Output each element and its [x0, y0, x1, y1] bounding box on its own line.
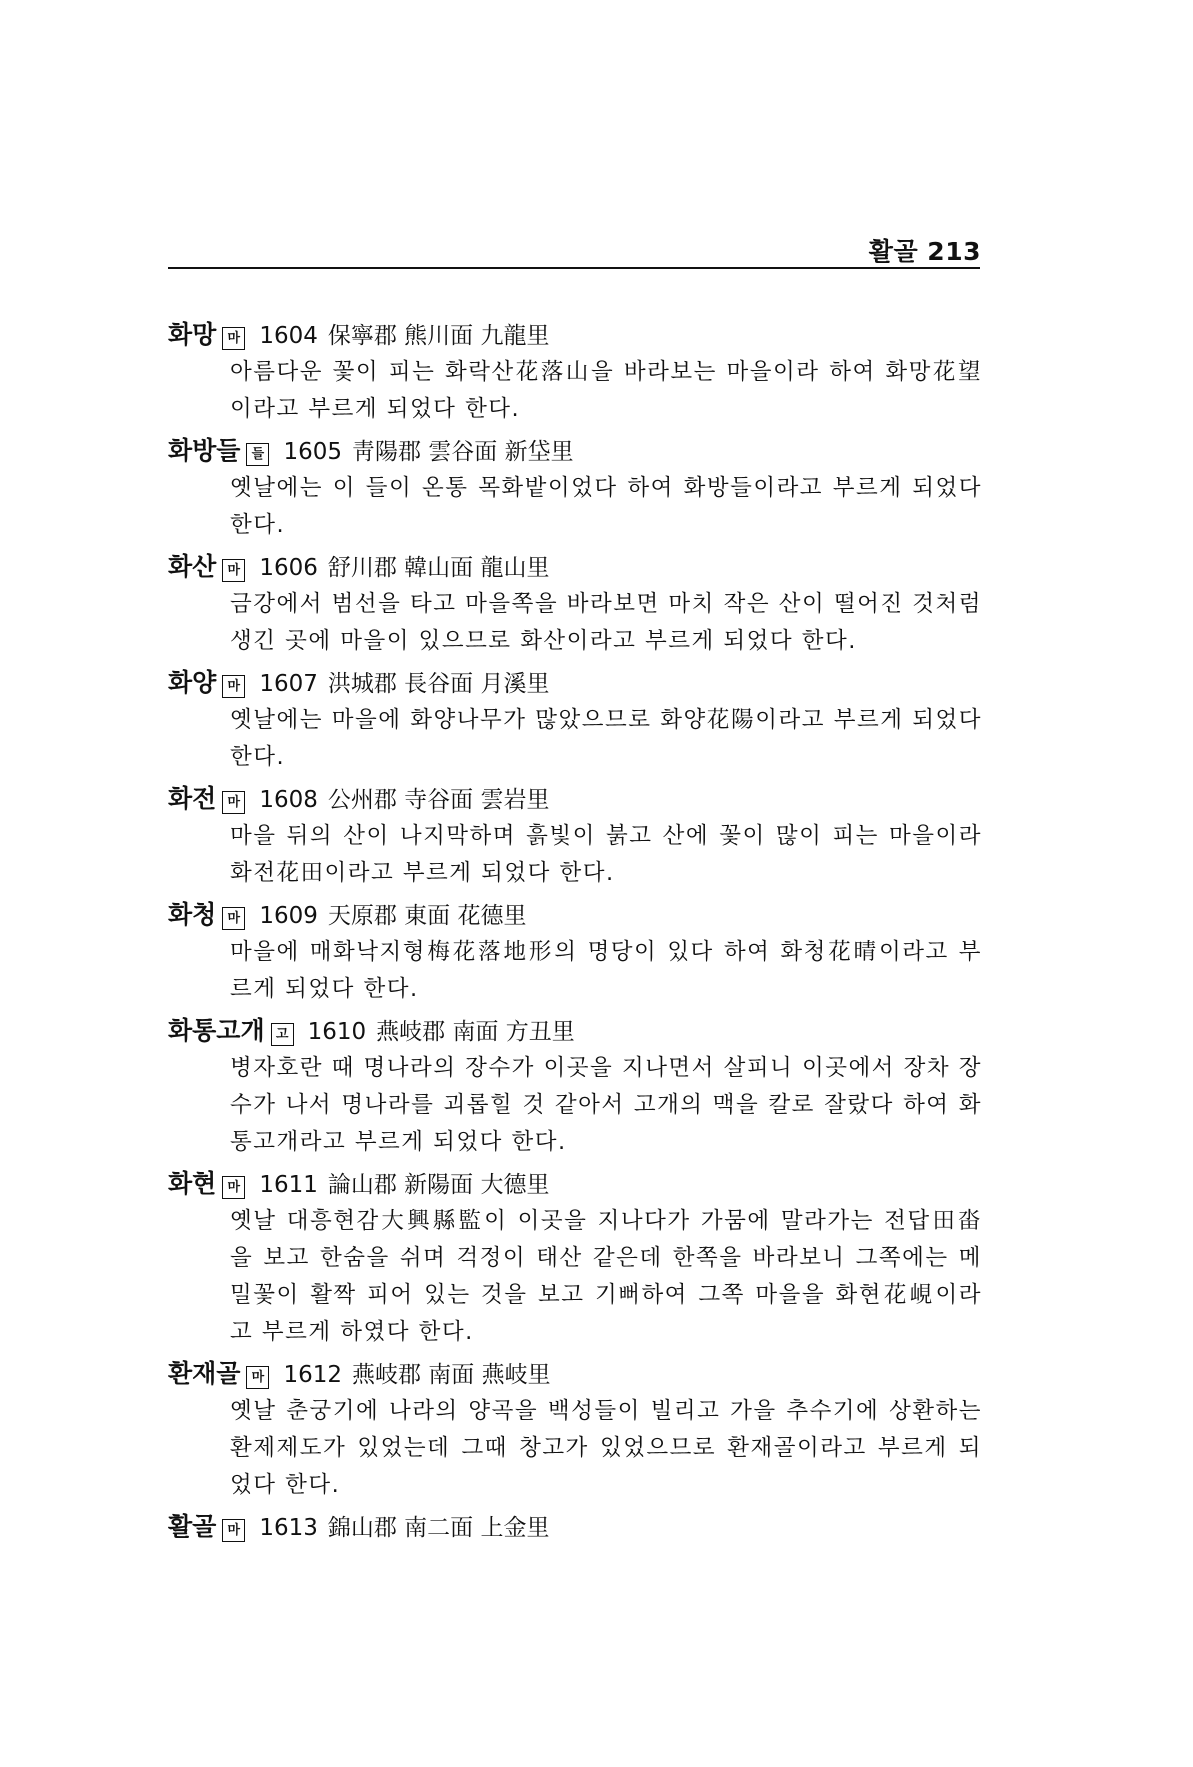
entry-location: 燕岐郡 南面 燕岐里: [352, 1362, 551, 1388]
entry-head: [168, 780, 998, 818]
entry-term: 화양: [168, 668, 217, 697]
entry-location: 公州郡 寺谷面 雲岩里: [327, 787, 550, 813]
entry-term: 화산: [168, 552, 217, 581]
entry-number: 1610: [307, 1019, 367, 1045]
entry-type-mark: 마: [222, 1176, 245, 1199]
entry-location: 論山郡 新陽面 大德里: [327, 1172, 550, 1198]
entry-location: 天原郡 東面 花德里: [327, 903, 527, 929]
entry-number: 1606: [259, 555, 318, 581]
entry-number: 1611: [259, 1172, 318, 1198]
entry-location: 燕岐郡 南面 方丑里: [376, 1019, 575, 1045]
entry: [168, 432, 998, 544]
entry-head: [168, 316, 998, 354]
entry-location: 洪城郡 長谷面 月溪里: [327, 671, 550, 697]
entry-type-mark: 마: [222, 675, 245, 698]
header-rule: [168, 267, 980, 269]
entry-head: [168, 664, 998, 702]
entry-head: [168, 548, 998, 586]
entry: [168, 1355, 998, 1504]
entry-location: 錦山郡 南二面 上金里: [327, 1515, 550, 1541]
entry-number: 1604: [259, 323, 318, 349]
entry-head: [168, 1165, 998, 1203]
entry-head: [168, 432, 998, 470]
entry-head: [168, 896, 998, 934]
entry-type-mark: 들: [246, 443, 269, 466]
entry-type-mark: 마: [222, 1519, 245, 1542]
entry-description: 아름다운 꽃이 피는 화락산花落山을 바라보는 마을이라 하여 화망花望이라고 부르게 되었다 한다.: [230, 359, 982, 422]
entry-description: 병자호란 때 명나라의 장수가 이곳을 지나면서 살피니 이곳에서 장차 장수가 나서 명나라를 괴롭힐 것 같아서 고개의 맥을 칼로 잘랐다 하여 화통고개라고 부르게 되었다 한다.: [230, 1055, 982, 1155]
entry-head: [168, 1508, 998, 1546]
entry-description: 옛날에는 이 들이 온통 목화밭이었다 하여 화방들이라고 부르게 되었다 한다.: [230, 475, 982, 538]
entry-list: [168, 316, 998, 1550]
entry: [168, 780, 998, 892]
entry-term: 화통고개: [168, 1016, 265, 1045]
entry-term: 화현: [168, 1169, 217, 1198]
entry-number: 1605: [283, 439, 342, 465]
entry-location: 保寧郡 熊川面 九龍里: [327, 323, 550, 349]
entry-description: 마을에 매화낙지형梅花落地形의 명당이 있다 하여 화청花晴이라고 부르게 되었다 한다.: [230, 939, 982, 1002]
entry-number: 1607: [259, 671, 318, 697]
entry-description: 금강에서 범선을 타고 마을쪽을 바라보면 마치 작은 산이 떨어진 것처럼 생긴 곳에 마을이 있으므로 화산이라고 부르게 되었다 한다.: [230, 591, 982, 654]
entry-term: 활골: [168, 1512, 217, 1541]
entry-number: 1613: [259, 1515, 318, 1541]
entry-number: 1609: [259, 903, 318, 929]
entry-type-mark: 마: [222, 559, 245, 582]
entry-number: 1612: [283, 1362, 342, 1388]
entry: [168, 548, 998, 660]
entry: [168, 1508, 998, 1546]
entry-number: 1608: [259, 787, 318, 813]
entry-location: 舒川郡 韓山面 龍山里: [327, 555, 550, 581]
entry-term: 화방들: [168, 436, 241, 465]
entry: [168, 896, 998, 1008]
entry-type-mark: 마: [222, 791, 245, 814]
entry: [168, 1012, 998, 1161]
entry: [168, 316, 998, 428]
running-head: 활골 213: [868, 237, 981, 266]
entry-type-mark: 마: [246, 1366, 269, 1389]
entry-term: 화청: [168, 900, 217, 929]
entry-term: 화전: [168, 784, 217, 813]
entry-type-mark: 고: [271, 1023, 294, 1046]
entry-description: 옛날 춘궁기에 나라의 양곡을 백성들이 빌리고 가을 추수기에 상환하는 환제제도가 있었는데 그때 창고가 있었으므로 환재골이라고 부르게 되었다 한다.: [230, 1398, 982, 1498]
entry-type-mark: 마: [222, 327, 245, 350]
entry-term: 환재골: [168, 1359, 241, 1388]
entry-description: 옛날 대흥현감大興縣監이 이곳을 지나다가 가뭄에 말라가는 전답田畓을 보고 한숨을 쉬며 걱정이 태산 같은데 한쪽을 바라보니 그쪽에는 메밀꽃이 활짝 피어 있는 것을 보고 기뻐하여 그쪽 마을을 화현花峴이라고 부르게 하였다 한다.: [230, 1208, 982, 1345]
entry-description: 마을 뒤의 산이 나지막하며 흙빛이 붉고 산에 꽃이 많이 피는 마을이라 화전花田이라고 부르게 되었다 한다.: [230, 823, 982, 886]
entry-head: [168, 1355, 998, 1393]
entry-type-mark: 마: [222, 907, 245, 930]
entry-location: 靑陽郡 雲谷面 新垈里: [352, 439, 574, 465]
entry: [168, 664, 998, 776]
entry-head: [168, 1012, 998, 1050]
entry-term: 화망: [168, 320, 217, 349]
entry-description: 옛날에는 마을에 화양나무가 많았으므로 화양花陽이라고 부르게 되었다 한다.: [230, 707, 982, 770]
entry: [168, 1165, 998, 1351]
